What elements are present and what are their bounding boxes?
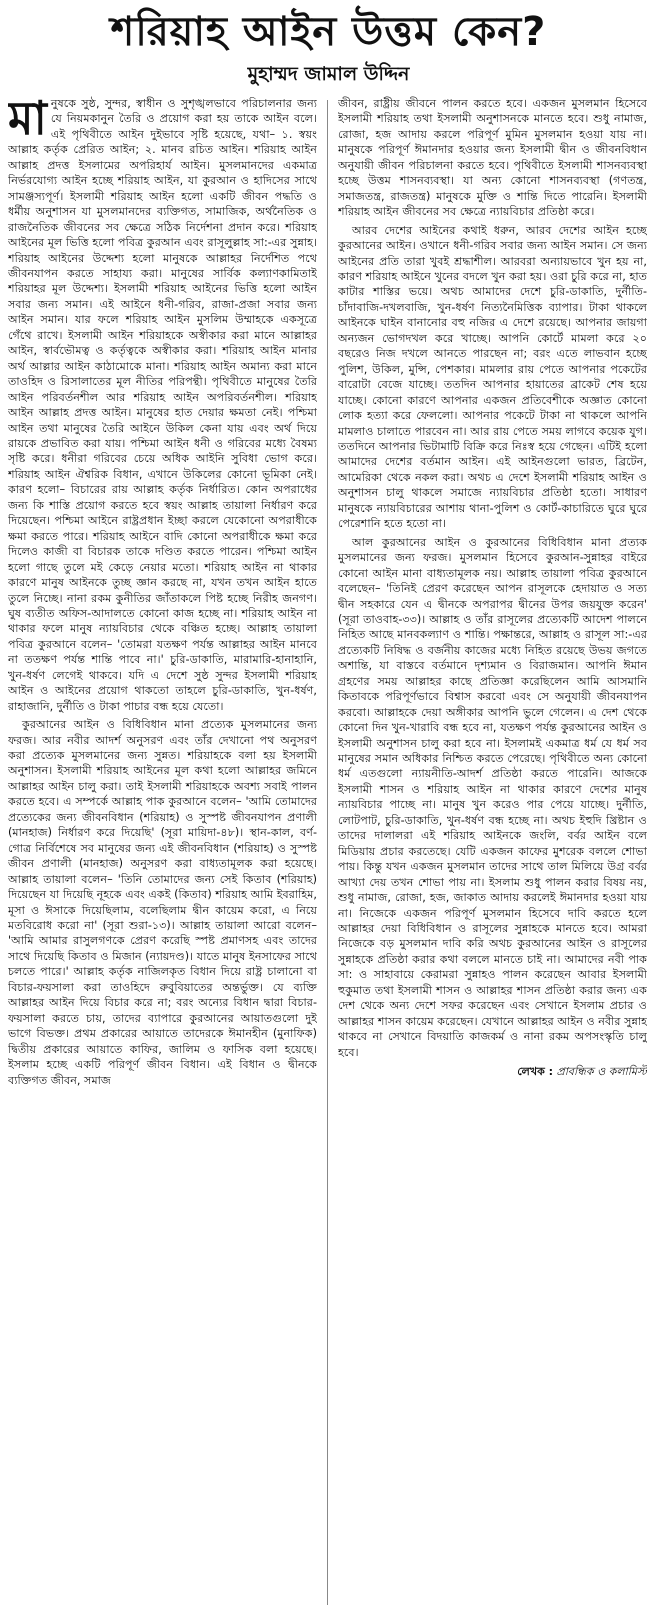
paragraph-5: আল কুরআনের আইন ও কুরআনের বিধিবিধান মানা প্রত্যক মুসলমানের জন্য ফরজ। মুসলমান হিসেবে কুরআন-সুন্নাহর বাইরে কোনো আইন মানা বাধ্যতামূলক নয়। আল্লাহ তায়ালা পবিত্র কুরআনে বলেছেন– 'তিনিই প্রেরণ করেছেন আপন রাসূলকে হেদায়াত ও সত্য দ্বীন সহকারে যেন এ দ্বীনকে অপরাপর দ্বীনের উপর জয়যুক্ত করেন' (সূরা তাওবাহ-৩৩)। আল্লাহ ও তাঁর রাসূলের প্রত্যেকটি আদেশ পালনে নিহিত আছে মানবকল্যাণ ও শান্তি। পক্ষান্তরে, আল্লাহ ও রাসূল সা:-এর প্রত্যেকটি নিষিদ্ধ ও বর্জনীয় কাজের মধ্যে নিহিত রয়েছে উভয় জগতে অশান্তি, যা বাস্তবে বর্তমানে দৃশ্যমান ও বিরাজমান। আপনি ঈমান গ্রহণের সময় আল্লাহর কাছে প্রতিজ্ঞা করেছিলেন আমি আসমানি কিতাবকে পরিপূর্ণভাবে বিশ্বাস করবো এবং সে অনুযায়ী জীবনযাপন করবো। আল্লাহকে দেয়া অঙ্গীকার আপনি ভুলে গেলেন। এ দেশ থেকে কোনো দিন খুন-খারাবি বন্ধ হবে না, যতক্ষণ পর্যন্ত কুরআনের আইন ও ইসলামী অনুশাসন চালু করা হবে না। ইসলামই একমাত্র ধর্ম যে ধর্ম সব মানুষের সমান অধিকার নিশ্চিত করতে পেরেছে। পৃথিবীতে অন্য কোনো ধর্ম এতগুলো ন্যায়নীতি-আদর্শ প্রতিষ্ঠা করতে পারেনি। আজকে ইসলামী শাসন ও শরিয়াহ আইন না থাকার কারণে দেশের মানুষ ন্যায়বিচার পাচ্ছে না। মানুষ খুন করেও পার পেয়ে যাচ্ছে। দুর্নীতি, লোটপাট, চুরি-ডাকাতি, খুন-ধর্ষণ বন্ধ হচ্ছে না। অথচ ইহুদি খ্রিষ্টান ও তাদের দালালরা এই শরিয়াহ আইনকে জংলি, বর্বর আইন বলে মিডিয়ায় প্রচার করতেছে। যেটি একজন কাফের মুশরেক বললে শোভা পায়। কিন্তু যখন একজন মুসলমান তাদের সাথে তাল মিলিয়ে উগ্র বর্বর আখ্যা দেয় তখন শোভা পায় না। ইসলাম শুধু পালন করার বিষয় নয়, শুধু নামাজ, রোজা, হজ, জাকাত আদায় করলেই ঈমানদার হওয়া যায় না। নিজেকে একজন পরিপূর্ণ মুসলমান হিসেবে দাবি করতে হলে আল্লাহর দেয়া বিধিবিধান ও রাসূলের সুন্নাহকে মানতে হবে। আমরা নিজেকে বড় মুসলমান দাবি করি অথচ কুরআনের আইন ও রাসূলের সুন্নাহকে প্রতিষ্ঠা করার কথা বললে মানতে চাই না। আমাদের নবী পাক সা: ও সাহাবায়ে কেরামরা সুন্নাহও পালন করেছেন আবার ইসলামী হুকুমাত তথা ইসলামী শাসন ও আল্লাহর শাসন প্রতিষ্ঠা করার জন্য এক দেশ থেকে অন্য দেশে সফর করেছেন এবং সেখানে ইসলাম প্রচার ও আল্লাহর শাসন কায়েম করেছেন। যেখানে আল্লাহর আইন ও নবীর সুন্নাহ থাকবে না সেখানে বিদয়াতি কাজকর্ম ও নানা রকম অপসংস্কৃতি চালু হবে। [338,535,647,1059]
paragraph-3: জীবন, রাষ্ট্রীয় জীবনে পালন করতে হবে। একজন মুসলমান হিসেবে ইসলামী শরিয়াহ তথা ইসলামী অনুশাসনকে মানতে হবে। শুধু নামাজ, রোজা, হজ আদায় করলে পরিপূর্ণ মুমিন মুসলমান হওয়া যায় না। মানুষকে পরিপূর্ণ ঈমানদার হওয়ার জন্য ইসলামী দ্বীন ও জীবনবিধান অনুযায়ী জীবন পরিচালনা করতে হবে। পৃথিবীতে ইসলামী শাসনব্যবস্থা হচ্ছে উত্তম শাসনব্যবস্থা। যা অন্য কোনো শাসনব্যবস্থা (গণতন্ত্র, সমাজতন্ত্র, রাজতন্ত্র) মানুষকে মুক্তি ও শান্তি দিতে পারেনি। ইসলামী শরিয়াহ আইন জীবনের সব ক্ষেত্রে ন্যায়বিচার প্রতিষ্ঠা করে। [338,97,647,219]
byline-label: লেখক : [517,1065,553,1079]
column-divider [327,100,328,1605]
paragraph-1: মানুষকে সুষ্ঠ, সুন্দর, স্বাধীন ও সুশৃঙ্খলভাবে পরিচালনার জন্য যে নিয়মকানুন তৈরি ও প্রয়োগ করা হয় তাকে আইন বলে। এই পৃথিবীতে আইন দুইভাবে সৃষ্টি হয়েছে, যথা– ১. স্বয়ং আল্লাহ কর্তৃক প্রেরিত আইন; ২. মানব রচিত আইন। শরিয়াহ আইন আল্লাহ প্রদত্ত ইসলামের অপরিহার্য আইন। মুসলমানদের একমাত্র নির্ভরযোগ্য আইন হচ্ছে শরিয়াহ আইন, যা কুরআন ও হাদিসের সাথে সামঞ্জস্যপূর্ণ। ইসলামী শরিয়াহ আইন হলো একটি জীবন পদ্ধতি ও ধর্মীয় অনুশাসন যা মুসলমানদের ব্যক্তিগত, সামাজিক, অর্থনৈতিক ও রাজনৈতিক জীবনের সব ক্ষেত্রে সঠিক নির্দেশনা প্রদান করে। শরিয়াহ আইনের মূল ভিত্তি হলো পবিত্র কুরআন এবং রাসূলুল্লাহ সা:-এর সুন্নাহ। শরিয়াহ আইনের উদ্দেশ্য হলো মানুষকে আল্লাহর নির্দেশিত পথে জীবনযাপন করতে সাহায্য করা। মানুষের সার্বিক কল্যাণকামিতাই শরিয়াহর মূল উদ্দেশ্য। ইসলামী শরিয়াহ আইনের ভিত্তি হলো আইন সবার জন্য সমান। এই আইনে ধনী-গরিব, রাজা-প্রজা সবার জন্য আইন সমান। যার ফলে শরিয়াহ আইন মুসলিম উম্মাহকে একসূত্রে গেঁথে রাখে। ইসলামী আইন শরিয়াহকে অস্বীকার করা মানে আল্লাহর আইন, স্বার্বভৌমত্ব ও কর্তৃত্বকে অস্বীকার করা। শরিয়াহ আইন মানার অর্থ আল্লার আইন কাঠামোকে মানা। শরিয়াহ আইন অমান্য করা মানে তাওহিদ ও রিসালাতের মূল নীতির পরিপন্থী। পৃথিবীতে মানুষের তৈরি আইন পরিবর্তনশীল আর শরিয়াহ আইন অপরিবর্তনশীল। শরিয়াহ আইন আল্লাহ প্রদত্ত আইন। মানুষের হাত দেয়ার ক্ষমতা নেই। পশ্চিমা আইন তথা মানুষের তৈরি আইনে উকিল কেনা যায় এবং অর্থ দিয়ে রায়কে প্রভাবিত করা যায়। পশ্চিমা আইন ধনী ও গরিবের মধ্যে বৈষম্য সৃষ্টি করে। ধনীরা গরিবের চেয়ে অধিক আইনি সুবিধা ভোগ করে। শরিয়াহ আইন ঐশ্বরিক বিধান, এখানে উকিলের কোনো ভূমিকা নেই। কারণ হলো– বিচারের রায় আল্লাহ কর্তৃক নির্ধারিত। কোন অপরাধের জন্য কি শাস্তি প্রয়োগ করতে হবে স্বয়ং আল্লাহ তায়ালা নির্ধারণ করে দিয়েছেন। পশ্চিমা আইনে রাষ্ট্রপ্রধান ইচ্ছা করলে যেকোনো অপরাধীকে ক্ষমা করতে পারে। শরিয়াহ আইনে বাদি কোনো অপরাধীকে ক্ষমা করে দিলেও কাজী বা বিচারক তাকে দণ্ডিত করতে পারেন। পশ্চিমা আইন হলো গাছে তুলে মই কেড়ে নেয়ার মতো। শরিয়াহ আইন না থাকার কারণে মানুষ আইনকে তুচ্ছ জ্ঞান করছে না, যখন তখন আইন হাতে তুলে নিচ্ছে। নানা রকম কুনীতির জাঁতাকলে পিষ্ট হচ্ছে নিরীহ জনগণ। ঘুষ ব্যতীত অফিস-আদালতে কোনো কাজ হচ্ছে না। শরিয়াহ আইন না থাকার ফলে মানুষ ন্যায়বিচার থেকে বঞ্চিত হচ্ছে। আল্লাহ তায়ালা পবিত্র কুরআনে বলেন– 'তোমরা যতক্ষণ পর্যন্ত আল্লাহর আইন মানবে না ততক্ষণ পর্যন্ত শান্তি পাবে না।' চুরি-ডাকাতি, মারামারি-হানাহানি, খুন-ধর্ষণ লেগেই থাকবে। যদি এ দেশে সুষ্ঠ সুন্দর ইসলামী শরিয়াহ আইন ও আইনের প্রয়োগ থাকতো তাহলে চুরি-ডাকাতি, খুন-ধর্ষণ, রাহাজানি, দুর্নীতি ও টাকা পাচার বন্ধ হয়ে যেতো। [8,96,317,713]
author-name: মুহাম্মদ জামাল উদ্দিন [247,63,410,85]
byline [338,1064,647,1079]
drop-cap: মা [8,96,47,145]
byline-text: প্রাবন্ধিক ও কলামিস্ট [556,1065,647,1079]
right-column [338,96,647,1611]
article-title: শরিয়াহ আইন উত্তম কেন? [110,9,547,55]
left-column [8,96,317,1611]
paragraph-4: আরব দেশের আইনের কথাই ধরুন, আরব দেশের আইন হচ্ছে কুরআনের আইন। ওখানে ধনী-গরিব সবার জন্য আইন সমান। সে জন্য আইনের প্রতি তারা খুবই শ্রদ্ধাশীল। আরবরা অন্যায়ভাবে খুন হয় না, কারণ শরিয়াহ আইনে খুনের বদলে খুন করা হয়। ওরা চুরি করে না, হাত কাটার শাস্তির ভয়ে। অথচ আমাদের দেশে চুরি-ডাকাতি, দুর্নীতি-চাঁদাবাজি-দখলবাজি, খুন-ধর্ষণ নিত্যনৈমিত্তিক ব্যাপার। টাকা থাকলে আইনকে ঘাইন বানানোর বহু নজির এ দেশে রয়েছে। আপনার জায়গা অন্যজন ভোগদখল করে খাচ্ছে। আপনি কোর্টে মামলা করে ২০ বছরেও নিজ দখলে আনতে পারছেন না; বরং এতে লাভবান হচ্ছে পুলিশ, উকিল, মুন্সি, পেশকার। মামলার রায় পেতে আপনার পকেটের বারোটা বেজে যাচ্ছে। ততদিন আপনার হায়াতের ব্রাকেট শেষ হয়ে যাচ্ছে। কোনো কারণে আপনার একজন প্রতিবেশীকে অজ্ঞাত কোনো লোক হত্যা করে ফেললো। আপনার পকেটে টাকা না থাকলে আপনি মামলাও চালাতে পারবেন না। আর রায় পেতে সময় লাগবে কয়েক যুগ। ততদিনে আপনার ভিটামাটি বিক্রি করে নিঃস্ব হয়ে গেছেন। এটিই হলো আমাদের দেশের বর্তমান আইন। এই আইনগুলো ভারত, ব্রিটেন, আমেরিকা থেকে নকল করা। অথচ এ দেশে ইসলামী শরিয়াহ আইন ও অনুশাসন চালু থাকলে সমাজে ন্যায়বিচার প্রতিষ্ঠা হতো। সাধারণ মানুষকে ন্যায়বিচারের আশায় থানা-পুলিশ ও কোর্ট-কাচারিতে ঘুরে ঘুরে পেরেশানি হতে হতো না। [338,223,647,531]
paragraph-2: কুরআনের আইন ও বিধিবিধান মানা প্রত্যেক মুসলমানের জন্য ফরজ। আর নবীর আদর্শ অনুসরণ এবং তাঁর দেখানো পথ অনুসরণ করা প্রত্যেক মুসলমানের জন্য সুন্নত। শরিয়াহকে বলা হয় ইসলামী অনুশাসন। ইসলামী শরিয়াহ আইনের মূল কথা হলো আল্লাহর জমিনে আল্লাহর আইন চালু করা। তাই ইসলামী শরিয়াহকে অবশ্য সবাই পালন করতে হবে। এ সম্পর্কে আল্লাহ পাক কুরআনে বলেন– 'আমি তোমাদের প্রত্যেকের জন্য জীবনবিধান (শরিয়াহ) ও সুস্পষ্ট জীবনযাপন প্রণালী (মানহাজ) নির্ধারণ করে দিয়েছি' (সূরা মায়িদা-৪৮)। স্থান-কাল, বর্ণ-গোত্র নির্বিশেষে সব মানুষের জন্য এই জীবনবিধান (শরিয়াহ) ও সুস্পষ্ট জীবন প্রণালী (মানহাজ) অনুসরণ করা বাধ্যতামূলক করা হয়েছে। আল্লাহ তায়ালা বলেন– 'তিনি তোমাদের জন্য সেই কিতাব (শরিয়াহ) দিয়েছেন যা দিয়েছি নূহকে এবং একই (কিতাব) শরিয়াহ আমি ইবরাহিম, মূসা ও ঈসাকে দিয়েছিলাম, বলেছিলাম দ্বীন কায়েম করো, এ নিয়ে মতবিরোধ করো না' (সূরা শুরা-১৩)। আল্লাহ তায়ালা আরো বলেন– 'আমি আমার রাসুলগণকে প্রেরণ করেছি স্পষ্ট প্রমাণসহ এবং তাদের সাথে দিয়েছি কিতাব ও মিজান (ন্যায়দণ্ড)। যাতে মানুষ ইনসাফের সাথে চলতে পারে।' আল্লাহ কর্তৃক নাজিলকৃত বিধান দিয়ে রাষ্ট্র চালানো বা বিচার-ফয়সালা করা তাওহিদে রুবুবিয়াতের অন্তর্ভুক্ত। যে ব্যক্তি আল্লাহর আইন দিয়ে বিচার করে না; বরং অন্যের বিধান দ্বারা বিচার-ফয়সালা করতে চায়, তাদের ব্যাপারে কুরআনের আয়াতগুলো দুই ভাগে বিভক্ত। প্রথম প্রকারের আয়াতে তাদেরকে ঈমানহীন (মুনাফিক) দ্বিতীয় প্রকারের আয়াতে কাফির, জালিম ও ফাসিক বলা হয়েছে। ইসলাম হচ্ছে একটি পরিপূর্ণ জীবন বিধান। এই বিধান ও দ্বীনকে ব্যক্তিগত জীবন, সমাজ [8,718,317,1087]
